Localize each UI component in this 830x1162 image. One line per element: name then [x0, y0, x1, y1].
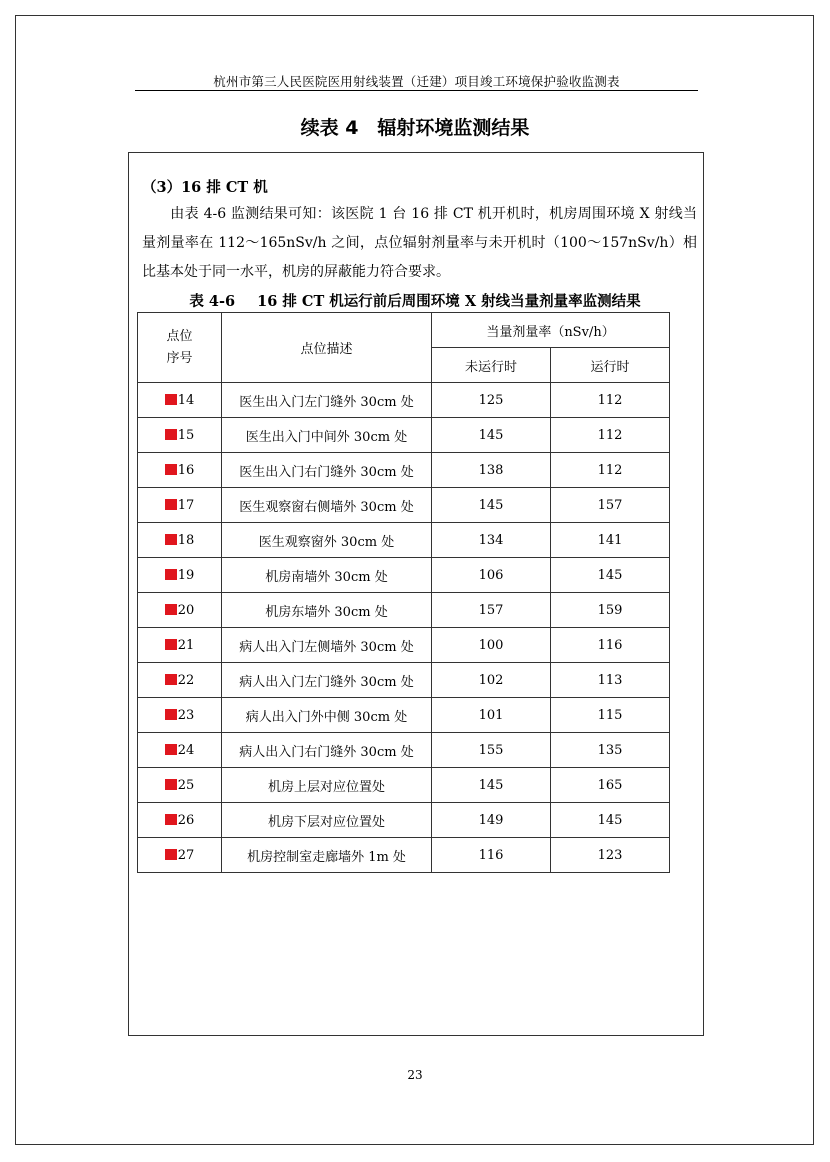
- table-row: [138, 418, 670, 453]
- summary-text: 由表 4-6 监测结果可知：该医院 1 台 16 排 CT 机开机时，机房周围环境 X 射线当量剂量率在 112～165nSv/h 之间，点位辐射剂量率与未开机时（100～157nSv/h）相比基本处于同一水平，机房的屏蔽能力符合要求。: [142, 206, 697, 280]
- table-row: [138, 488, 670, 523]
- table-row: [138, 698, 670, 733]
- point-id: 23: [177, 707, 195, 723]
- point-desc-cell: 病人出入门外中侧 30cm 处: [222, 698, 432, 733]
- point-id-cell: [138, 628, 222, 663]
- rate-after-cell: 165: [551, 768, 670, 803]
- point-marker-icon: [165, 499, 177, 510]
- col-header-desc: 点位描述: [222, 313, 432, 383]
- table-body: [138, 383, 670, 873]
- table-row: [138, 663, 670, 698]
- point-marker-icon: [165, 569, 177, 580]
- point-marker-icon: [165, 849, 177, 860]
- point-id: 20: [177, 602, 195, 618]
- point-id: 17: [177, 497, 195, 513]
- point-id-cell: [138, 523, 222, 558]
- point-desc-cell: 病人出入门左侧墙外 30cm 处: [222, 628, 432, 663]
- rate-before-cell: 155: [432, 733, 551, 768]
- point-id-cell: [138, 488, 222, 523]
- point-id-cell: [138, 803, 222, 838]
- rate-after-cell: 112: [551, 453, 670, 488]
- point-marker-icon: [165, 744, 177, 755]
- rate-after-cell: 159: [551, 593, 670, 628]
- rate-before-cell: 101: [432, 698, 551, 733]
- point-id-cell: [138, 733, 222, 768]
- point-desc-cell: 病人出入门左门缝外 30cm 处: [222, 663, 432, 698]
- point-marker-icon: [165, 639, 177, 650]
- point-id-cell: [138, 453, 222, 488]
- rate-after-cell: 141: [551, 523, 670, 558]
- point-id: 21: [177, 637, 195, 653]
- point-id-cell: [138, 838, 222, 873]
- table-row: [138, 593, 670, 628]
- point-id-cell: [138, 768, 222, 803]
- col-header-point-line1: 点位: [166, 328, 193, 344]
- rate-before-cell: 145: [432, 488, 551, 523]
- rate-after-cell: 145: [551, 558, 670, 593]
- rate-before-cell: 100: [432, 628, 551, 663]
- point-id-cell: [138, 663, 222, 698]
- point-id: 24: [177, 742, 195, 758]
- point-desc-cell: 机房控制室走廊墙外 1m 处: [222, 838, 432, 873]
- table-row: [138, 768, 670, 803]
- point-marker-icon: [165, 674, 177, 685]
- point-desc-cell: 医生观察窗外 30cm 处: [222, 523, 432, 558]
- point-id: 27: [177, 847, 195, 863]
- rate-after-cell: 112: [551, 418, 670, 453]
- rate-after-cell: 157: [551, 488, 670, 523]
- point-desc-cell: 机房上层对应位置处: [222, 768, 432, 803]
- rate-before-cell: 145: [432, 768, 551, 803]
- rate-before-cell: 138: [432, 453, 551, 488]
- point-marker-icon: [165, 429, 177, 440]
- point-id: 26: [177, 812, 195, 828]
- point-marker-icon: [165, 534, 177, 545]
- rate-before-cell: 106: [432, 558, 551, 593]
- rate-after-cell: 145: [551, 803, 670, 838]
- table-caption: [0, 290, 830, 311]
- dose-rate-table: [137, 312, 670, 873]
- rate-before-cell: 102: [432, 663, 551, 698]
- point-marker-icon: [165, 709, 177, 720]
- rate-before-cell: 125: [432, 383, 551, 418]
- table-row: [138, 523, 670, 558]
- point-id: 25: [177, 777, 195, 793]
- point-desc-cell: 医生观察窗右侧墙外 30cm 处: [222, 488, 432, 523]
- rate-after-cell: 112: [551, 383, 670, 418]
- table-row: [138, 803, 670, 838]
- point-marker-icon: [165, 779, 177, 790]
- point-marker-icon: [165, 394, 177, 405]
- point-id: 15: [177, 427, 195, 443]
- rate-after-cell: 123: [551, 838, 670, 873]
- table-row: [138, 733, 670, 768]
- point-marker-icon: [165, 464, 177, 475]
- rate-before-cell: 149: [432, 803, 551, 838]
- rate-after-cell: 115: [551, 698, 670, 733]
- point-id: 18: [177, 532, 195, 548]
- point-id-cell: [138, 698, 222, 733]
- section-heading: （3）16 排 CT 机: [142, 179, 268, 196]
- header-rule: [135, 90, 698, 91]
- rate-before-cell: 134: [432, 523, 551, 558]
- doc-title: 续表 4 辐射环境监测结果: [300, 117, 530, 139]
- col-header-point-line2: 序号: [166, 350, 193, 366]
- table-row: [138, 453, 670, 488]
- rate-before-cell: 157: [432, 593, 551, 628]
- point-id-cell: [138, 593, 222, 628]
- col-header-rate: 当量剂量率（nSv/h）: [432, 313, 670, 348]
- page-number: 23: [407, 1068, 423, 1082]
- point-desc-cell: 医生出入门左门缝外 30cm 处: [222, 383, 432, 418]
- point-id: 14: [177, 392, 195, 408]
- table-row: [138, 628, 670, 663]
- rate-before-cell: 116: [432, 838, 551, 873]
- point-id: 22: [177, 672, 195, 688]
- point-desc-cell: 机房下层对应位置处: [222, 803, 432, 838]
- table-row: [138, 558, 670, 593]
- col-header-after: 运行时: [551, 348, 670, 383]
- point-marker-icon: [165, 814, 177, 825]
- point-desc-cell: 医生出入门中间外 30cm 处: [222, 418, 432, 453]
- point-id-cell: [138, 383, 222, 418]
- table-row: [138, 383, 670, 418]
- point-id-cell: [138, 558, 222, 593]
- point-desc-cell: 机房南墙外 30cm 处: [222, 558, 432, 593]
- running-header: 杭州市第三人民医院医用射线装置（迁建）项目竣工环境保护验收监测表: [213, 74, 620, 89]
- summary-paragraph: [142, 200, 697, 287]
- point-marker-icon: [165, 604, 177, 615]
- col-header-point: [138, 313, 222, 383]
- point-id: 16: [177, 462, 195, 478]
- table-caption-number: 表 4-6: [189, 293, 236, 310]
- point-id-cell: [138, 418, 222, 453]
- rate-after-cell: 116: [551, 628, 670, 663]
- table-row: [138, 838, 670, 873]
- rate-after-cell: 135: [551, 733, 670, 768]
- point-id: 19: [177, 567, 195, 583]
- col-header-before: 未运行时: [432, 348, 551, 383]
- rate-before-cell: 145: [432, 418, 551, 453]
- table-caption-text: 16 排 CT 机运行前后周围环境 X 射线当量剂量率监测结果: [257, 293, 641, 310]
- point-desc-cell: 医生出入门右门缝外 30cm 处: [222, 453, 432, 488]
- rate-after-cell: 113: [551, 663, 670, 698]
- point-desc-cell: 病人出入门右门缝外 30cm 处: [222, 733, 432, 768]
- point-desc-cell: 机房东墙外 30cm 处: [222, 593, 432, 628]
